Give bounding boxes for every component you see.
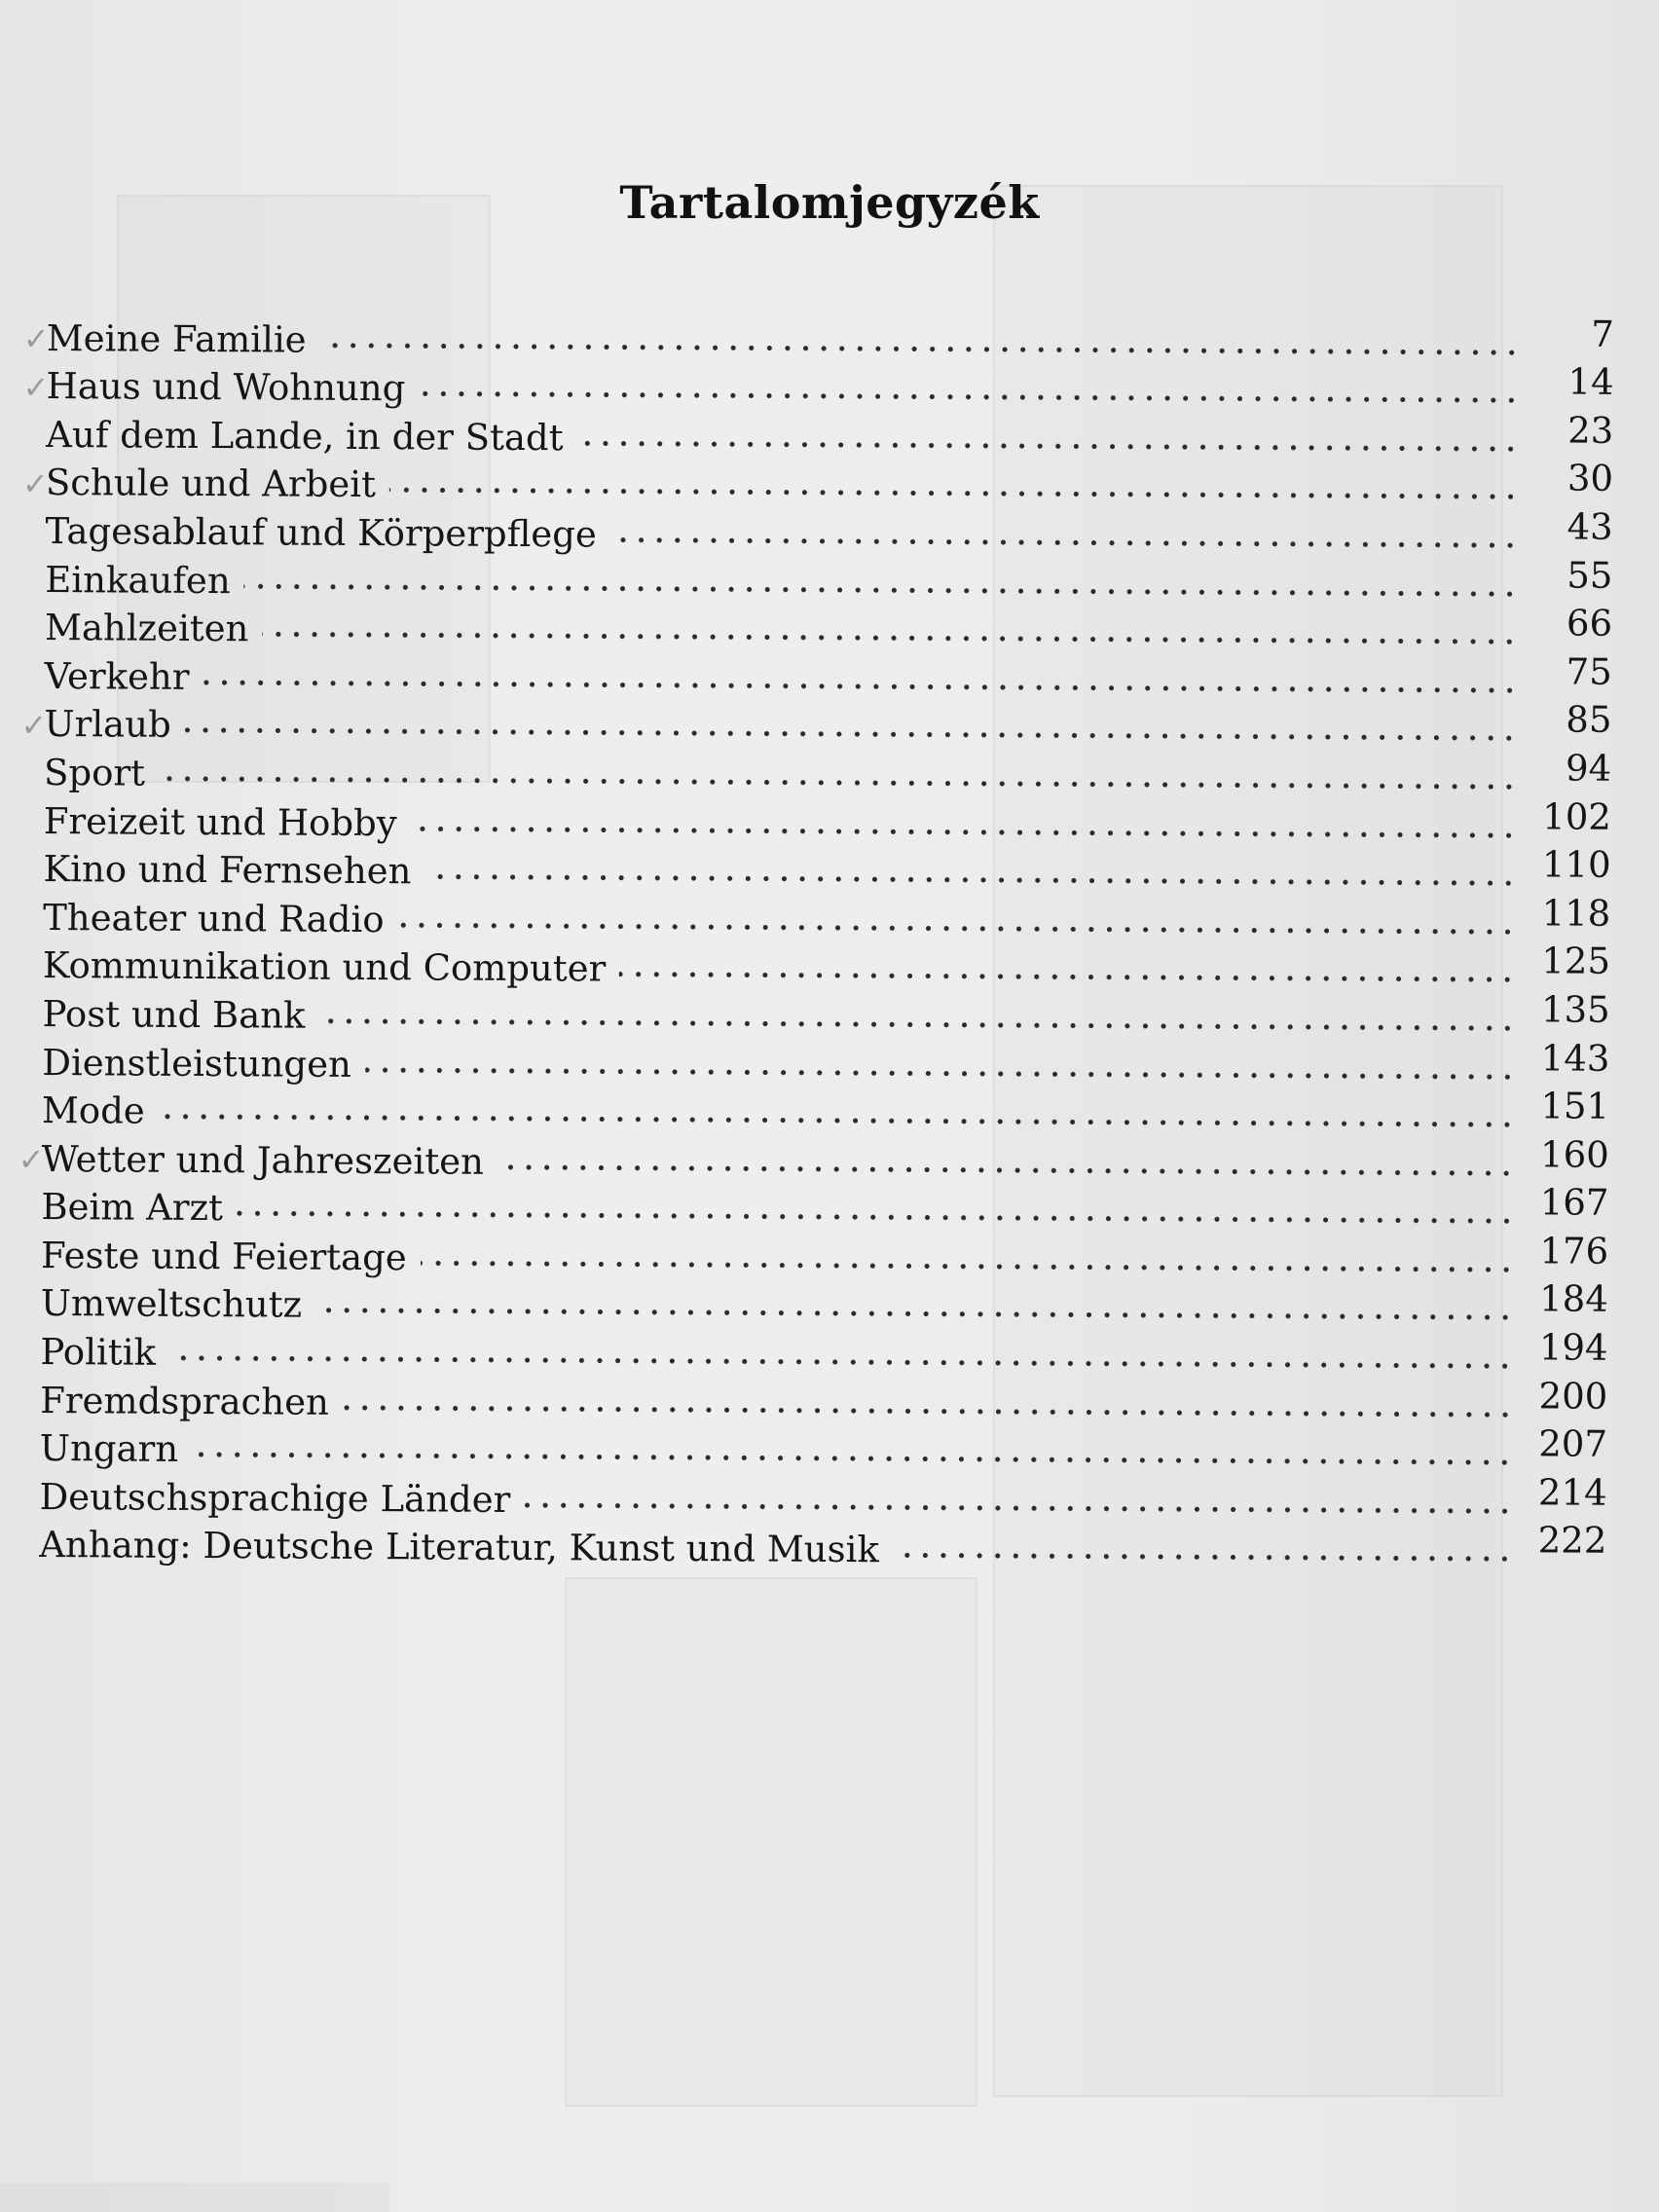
- toc-entry-page-number: 214: [1537, 1471, 1607, 1514]
- handwritten-check-mark: ✓: [22, 319, 50, 358]
- toc-entry-page-number: 222: [1537, 1519, 1607, 1563]
- toc-entry-page-number: 75: [1566, 650, 1612, 693]
- toc-entry-page-number: 207: [1538, 1422, 1608, 1466]
- toc-entry-title: Kino und Fernsehen: [43, 848, 412, 893]
- toc-entry-title: Meine Familie: [46, 316, 307, 361]
- dot-leader: [343, 1403, 1514, 1419]
- toc-entry: [39, 1521, 1606, 1578]
- toc-entry-page-number: 167: [1539, 1181, 1609, 1225]
- dot-leader: [315, 1306, 1515, 1323]
- dot-leader: [389, 486, 1520, 502]
- toc-entry-title: Urlaub: [44, 703, 171, 747]
- toc-entry-page-number: 160: [1539, 1133, 1609, 1176]
- dot-leader: [421, 1258, 1515, 1274]
- toc-entry-page-number: 151: [1540, 1085, 1610, 1127]
- dot-leader: [397, 920, 1517, 937]
- toc-entry-title: Fremdsprachen: [40, 1379, 330, 1423]
- toc-entry-page-number: 85: [1566, 698, 1612, 742]
- toc-entry-title: Kommunikation und Computer: [42, 944, 607, 990]
- toc-entry-title: Ungarn: [39, 1427, 179, 1471]
- toc-entry-page-number: 184: [1539, 1277, 1608, 1321]
- dot-leader: [610, 535, 1520, 551]
- handwritten-check-mark: ✓: [21, 464, 49, 502]
- dot-leader: [192, 1450, 1514, 1467]
- dot-leader: [419, 389, 1520, 406]
- toc-entry-title: Dienstleistungen: [42, 1041, 352, 1086]
- toc-entry-page-number: 102: [1542, 794, 1612, 838]
- dot-leader: [411, 824, 1518, 840]
- toc-entry-title: Freizeit und Hobby: [43, 799, 397, 844]
- toc-entry-title: Deutschsprachige Länder: [39, 1475, 511, 1521]
- toc-entry-page-number: 23: [1567, 409, 1614, 452]
- toc-entry-page-number: 194: [1538, 1326, 1608, 1369]
- dot-leader: [203, 678, 1518, 695]
- toc-entry-page-number: 14: [1567, 360, 1614, 404]
- toc-entry-title: Auf dem Lande, in der Stadt: [46, 413, 564, 460]
- toc-entry-title: Mahlzeiten: [44, 607, 249, 650]
- toc-entry-page-number: 55: [1567, 554, 1613, 597]
- dot-leader: [365, 1065, 1516, 1082]
- toc-entry-title: Post und Bank: [42, 992, 306, 1037]
- bleed-through-block: [565, 1577, 977, 2107]
- dot-leader: [619, 970, 1517, 985]
- handwritten-check-mark: ✓: [18, 1140, 45, 1179]
- toc-entry-title: Verkehr: [44, 654, 190, 698]
- toc-entry-page-number: 135: [1540, 988, 1610, 1031]
- dot-leader: [185, 725, 1519, 743]
- toc-entry-title: Mode: [41, 1089, 145, 1132]
- dot-leader: [318, 1016, 1516, 1034]
- toc-entry-page-number: 30: [1567, 457, 1614, 500]
- toc-entry-title: Theater und Radio: [43, 896, 385, 940]
- dot-leader: [320, 340, 1521, 357]
- toc-entry-page-number: 7: [1591, 313, 1615, 355]
- dot-leader: [524, 1500, 1513, 1516]
- toc-entry-title: Einkaufen: [45, 558, 231, 602]
- dot-leader: [424, 872, 1517, 889]
- table-of-contents: [18, 313, 1615, 1578]
- dot-leader: [169, 1353, 1515, 1371]
- dot-leader: [159, 1112, 1516, 1130]
- toc-entry-title: Anhang: Deutsche Literatur, Kunst und Musik: [39, 1524, 879, 1571]
- toc-entry-title: Tagesablauf und Körperpflege: [45, 509, 597, 556]
- dot-leader: [498, 1162, 1516, 1178]
- toc-entry-page-number: 125: [1541, 940, 1611, 983]
- toc-entry-page-number: 66: [1566, 602, 1613, 645]
- toc-entry-title: Schule und Arbeit: [45, 461, 377, 506]
- toc-entry-title: Sport: [43, 751, 146, 794]
- handwritten-check-mark: ✓: [22, 368, 50, 406]
- dot-leader: [576, 438, 1520, 454]
- dot-leader: [244, 581, 1520, 599]
- toc-entry-title: Politik: [40, 1331, 157, 1374]
- toc-entry-title: Feste und Feiertage: [40, 1234, 407, 1279]
- toc-entry-page-number: 143: [1540, 1036, 1610, 1080]
- toc-entry-title: Beim Arzt: [41, 1186, 224, 1230]
- toc-entry-page-number: 200: [1538, 1375, 1608, 1418]
- bleed-through-block: [0, 2183, 389, 2212]
- toc-entry-page-number: 94: [1565, 747, 1612, 790]
- page-title: Tartalomjegyzék: [619, 175, 1040, 229]
- toc-entry-page-number: 43: [1567, 505, 1613, 548]
- toc-entry-page-number: 110: [1541, 843, 1611, 886]
- toc-entry-page-number: 176: [1539, 1230, 1609, 1272]
- dot-leader: [159, 774, 1518, 793]
- dot-leader: [237, 1208, 1515, 1226]
- toc-entry-page-number: 118: [1541, 892, 1611, 935]
- toc-entry-title: Umweltschutz: [40, 1282, 303, 1327]
- toc-entry-title: Haus und Wohnung: [46, 365, 406, 410]
- toc-entry-title: Wetter und Jahreszeiten: [41, 1137, 485, 1183]
- handwritten-check-mark: ✓: [20, 706, 48, 744]
- dot-leader: [262, 630, 1519, 647]
- dot-leader: [893, 1551, 1513, 1565]
